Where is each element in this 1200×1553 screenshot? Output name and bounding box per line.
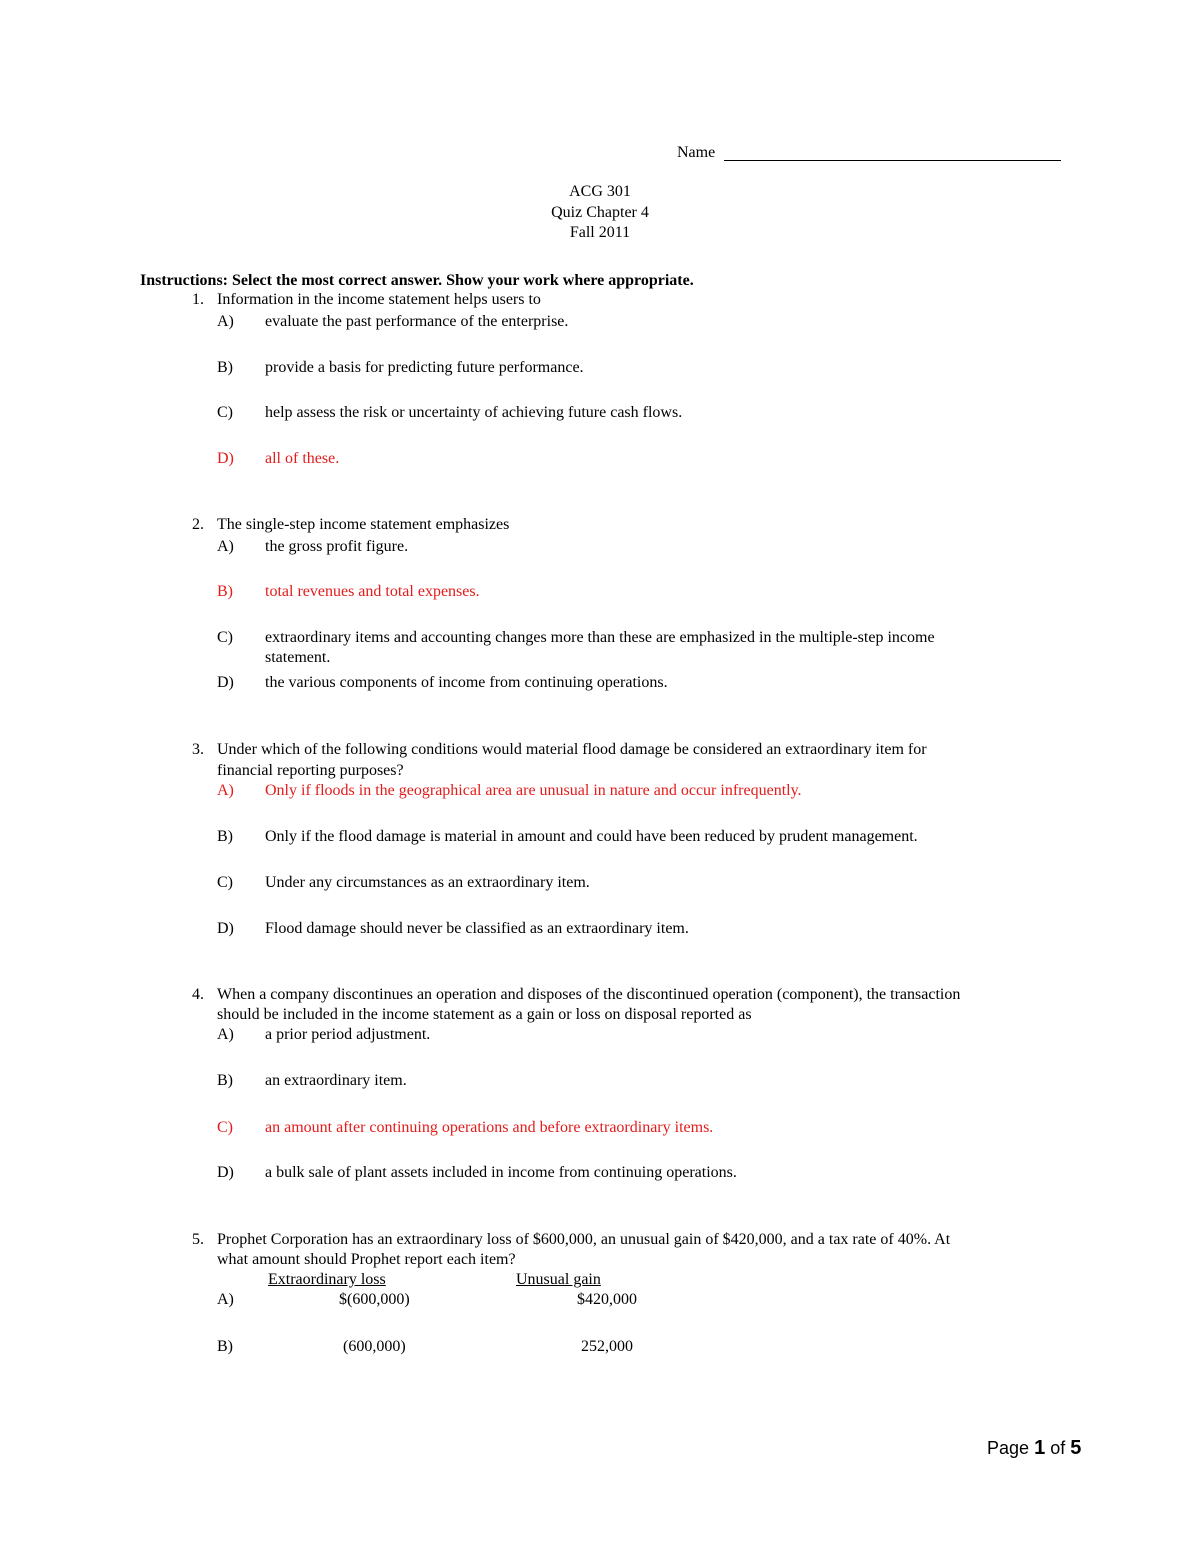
q1-option-c-text: help assess the risk or uncertainty of achieving future cash flows. xyxy=(265,404,683,421)
q4-option-c-text-correct: an amount after continuing operations and before extraordinary items. xyxy=(265,1119,714,1136)
q1-option-a-letter: A) xyxy=(217,313,234,330)
q3-option-d-letter: D) xyxy=(217,920,234,937)
quiz-title: Quiz Chapter 4 xyxy=(551,204,649,221)
question-2-number: 2. xyxy=(192,516,204,533)
current-page: 1 xyxy=(1034,1437,1046,1459)
question-4-text-cont: should be included in the income statement as a gain or loss on disposal reported as xyxy=(217,1006,752,1023)
page-indicator xyxy=(987,1436,1081,1460)
question-4-number: 4. xyxy=(192,986,204,1003)
question-5-text-cont: what amount should Prophet report each item? xyxy=(217,1251,516,1268)
q3-option-c-text: Under any circumstances as an extraordinary item. xyxy=(265,874,590,891)
q2-option-d-text: the various components of income from continuing operations. xyxy=(265,674,668,691)
q5-option-a-loss: $(600,000) xyxy=(339,1291,410,1308)
question-5-number: 5. xyxy=(192,1231,204,1248)
term: Fall 2011 xyxy=(569,224,631,241)
name-field-line[interactable] xyxy=(724,160,1061,161)
name-label: Name xyxy=(677,144,716,161)
q2-option-d-letter: D) xyxy=(217,674,234,691)
q1-option-a-text: evaluate the past performance of the enterprise. xyxy=(265,313,569,330)
question-3-number: 3. xyxy=(192,741,204,758)
q5-header-unusual-gain: Unusual gain xyxy=(516,1271,601,1288)
q5-header-extraordinary-loss: Extraordinary loss xyxy=(268,1271,386,1288)
q5-option-b-gain: 252,000 xyxy=(581,1338,633,1355)
page-of: of xyxy=(1050,1438,1066,1458)
q1-option-d-text-correct: all of these. xyxy=(265,450,340,467)
question-4-text: When a company discontinues an operation and disposes of the discontinued operation (component), the transaction xyxy=(217,986,961,1003)
question-2-text: The single-step income statement emphasizes xyxy=(217,516,510,533)
q2-option-b-letter: B) xyxy=(217,583,233,600)
q3-option-b-text: Only if the flood damage is material in amount and could have been reduced by prudent management. xyxy=(265,828,918,845)
q3-option-b-letter: B) xyxy=(217,828,233,845)
instructions: Instructions: Select the most correct answer. Show your work where appropriate. xyxy=(140,272,694,289)
q2-option-c-text: extraordinary items and accounting changes more than these are emphasized in the multiple-step income xyxy=(265,629,935,646)
question-1-text: Information in the income statement helps users to xyxy=(217,291,541,308)
q2-option-a-letter: A) xyxy=(217,538,234,555)
q4-option-d-letter: D) xyxy=(217,1164,234,1181)
q2-option-b-text-correct: total revenues and total expenses. xyxy=(265,583,480,600)
q3-option-a-letter: A) xyxy=(217,782,234,799)
q5-option-b-letter: B) xyxy=(217,1338,233,1355)
q5-option-a-gain: $420,000 xyxy=(577,1291,637,1308)
q3-option-d-text: Flood damage should never be classified as an extraordinary item. xyxy=(265,920,689,937)
q2-option-c-letter: C) xyxy=(217,629,233,646)
q4-option-c-letter: C) xyxy=(217,1119,233,1136)
q2-option-a-text: the gross profit figure. xyxy=(265,538,409,555)
question-1-number: 1. xyxy=(192,291,204,308)
q4-option-b-text: an extraordinary item. xyxy=(265,1072,407,1089)
q5-option-b-loss: (600,000) xyxy=(343,1338,406,1355)
q5-option-a-letter: A) xyxy=(217,1291,234,1308)
q4-option-d-text: a bulk sale of plant assets included in income from continuing operations. xyxy=(265,1164,737,1181)
question-3-text: Under which of the following conditions would material flood damage be considered an extraordinary item for xyxy=(217,741,927,758)
q3-option-a-text-correct: Only if floods in the geographical area are unusual in nature and occur infrequently. xyxy=(265,782,802,799)
page-label: Page xyxy=(987,1438,1030,1458)
q4-option-b-letter: B) xyxy=(217,1072,233,1089)
q1-option-c-letter: C) xyxy=(217,404,233,421)
total-pages: 5 xyxy=(1070,1437,1082,1459)
question-3-text-cont: financial reporting purposes? xyxy=(217,762,404,779)
q4-option-a-text: a prior period adjustment. xyxy=(265,1026,431,1043)
q1-option-b-letter: B) xyxy=(217,359,233,376)
q1-option-b-text: provide a basis for predicting future performance. xyxy=(265,359,584,376)
course-code: ACG 301 xyxy=(569,183,631,200)
q3-option-c-letter: C) xyxy=(217,874,233,891)
q1-option-d-letter: D) xyxy=(217,450,234,467)
q2-option-c-text-cont: statement. xyxy=(265,649,331,666)
question-5-text: Prophet Corporation has an extraordinary loss of $600,000, an unusual gain of $420,000, and a tax rate of 40%. At xyxy=(217,1231,951,1248)
q4-option-a-letter: A) xyxy=(217,1026,234,1043)
